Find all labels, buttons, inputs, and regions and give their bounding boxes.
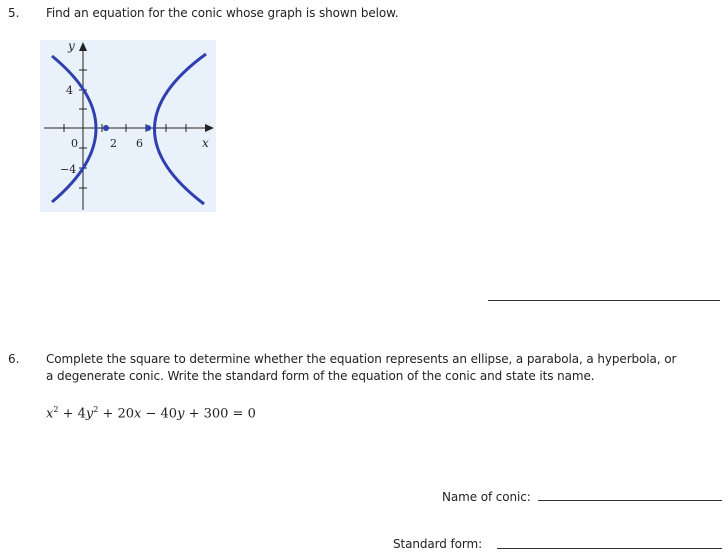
x-axis-label: x bbox=[202, 136, 209, 150]
y-axis-arrow bbox=[79, 42, 87, 51]
standard-form-label: Standard form: bbox=[393, 537, 483, 551]
eq-y: y bbox=[85, 406, 94, 422]
eq-sq2: 2 bbox=[93, 405, 99, 414]
eq-y2: y bbox=[177, 406, 185, 422]
vertex-left bbox=[103, 125, 109, 131]
tick-label-0: 0 bbox=[71, 137, 78, 150]
hyperbola-left-branch bbox=[52, 56, 96, 202]
tick-label-2: 2 bbox=[110, 137, 117, 150]
name-of-conic-answer-line[interactable] bbox=[538, 500, 722, 501]
x-axis-arrow bbox=[205, 124, 214, 132]
question-6-prompt-line2: a degenerate conic. Write the standard form of the equation of the conic and state its name. bbox=[46, 369, 595, 383]
eq-x2: x bbox=[134, 406, 142, 422]
hyperbola-right-branch bbox=[154, 54, 206, 204]
question-6-prompt-line1: Complete the square to determine whether the equation represents an ellipse, a parabola, a hyperbola, or bbox=[46, 352, 677, 366]
vertex-right bbox=[145, 125, 151, 131]
eq-plus20: + 20 bbox=[98, 406, 135, 422]
eq-x: x bbox=[46, 406, 54, 422]
eq-minus40: − 40 bbox=[141, 406, 178, 422]
answer-line-q5[interactable] bbox=[488, 300, 720, 301]
eq-plus4: + 4 bbox=[58, 406, 86, 422]
y-axis-label: y bbox=[68, 40, 75, 53]
tick-label-4: 4 bbox=[66, 84, 73, 97]
tick-label-neg4: −4 bbox=[60, 163, 77, 176]
eq-tail: + 300 = 0 bbox=[184, 406, 256, 422]
tick-label-6: 6 bbox=[136, 137, 143, 150]
name-of-conic-label: Name of conic: bbox=[442, 490, 531, 504]
eq-sq1: 2 bbox=[53, 405, 59, 414]
graph-svg bbox=[40, 40, 216, 212]
standard-form-answer-line[interactable] bbox=[497, 548, 722, 549]
question-6-number: 6. bbox=[8, 352, 20, 366]
question-5-prompt: Find an equation for the conic whose graph is shown below. bbox=[46, 6, 399, 20]
hyperbola-graph bbox=[40, 40, 216, 212]
quadratic-equation bbox=[46, 405, 256, 421]
question-5-number: 5. bbox=[8, 6, 20, 20]
